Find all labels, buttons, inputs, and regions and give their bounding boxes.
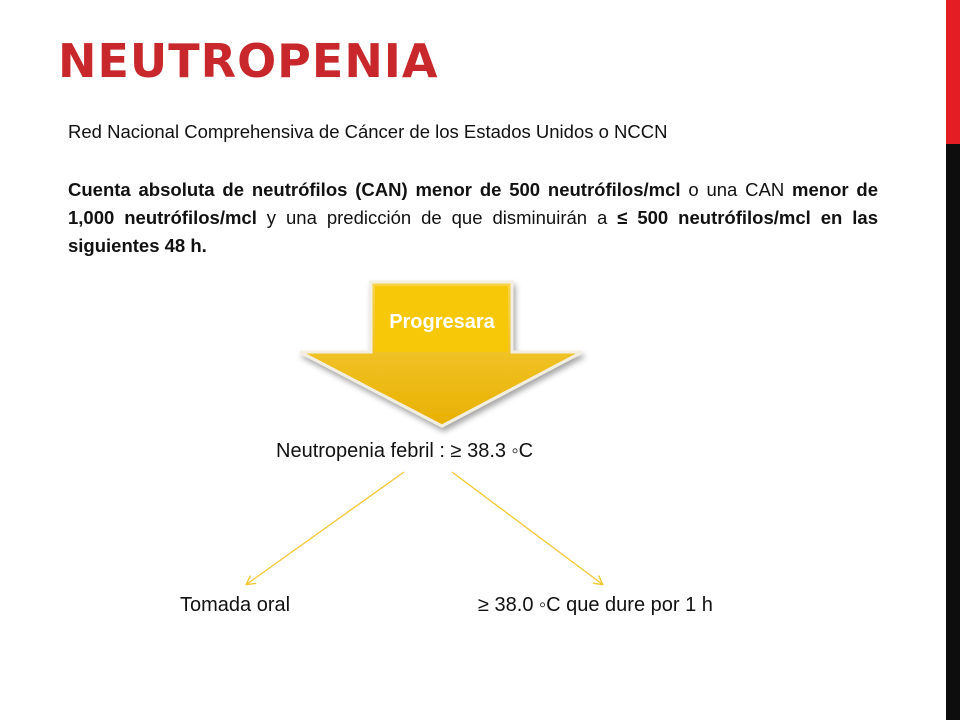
connector-right bbox=[452, 472, 602, 584]
arrow-label: Progresara bbox=[389, 311, 495, 333]
source-line: Red Nacional Comprehensiva de Cáncer de los Estados Unidos o NCCN bbox=[68, 121, 668, 142]
definition-bold-1: Cuenta absoluta de neutrófilos (CAN) menor de 500 neutrófilos/mcl bbox=[68, 179, 681, 200]
definition-text-1: o una CAN bbox=[680, 179, 793, 200]
definition-text-2: y una predicción de que disminuirán a bbox=[256, 207, 618, 228]
definition-bold-2: menor de 1,000 neutrófilos/mcl bbox=[68, 179, 878, 228]
duration-node: ≥ 38.0 ◦C que dure por 1 h bbox=[478, 594, 713, 616]
oral-measurement-node: Tomada oral bbox=[180, 594, 291, 616]
slide-title: NEUTROPENIA bbox=[58, 34, 439, 88]
connector-left bbox=[247, 472, 404, 584]
febrile-neutropenia-node: Neutropenia febril : ≥ 38.3 ◦C bbox=[276, 440, 534, 462]
definition-bold-3: ≤ 500 neutrófilos/mcl en las siguientes 48 h. bbox=[68, 207, 878, 256]
